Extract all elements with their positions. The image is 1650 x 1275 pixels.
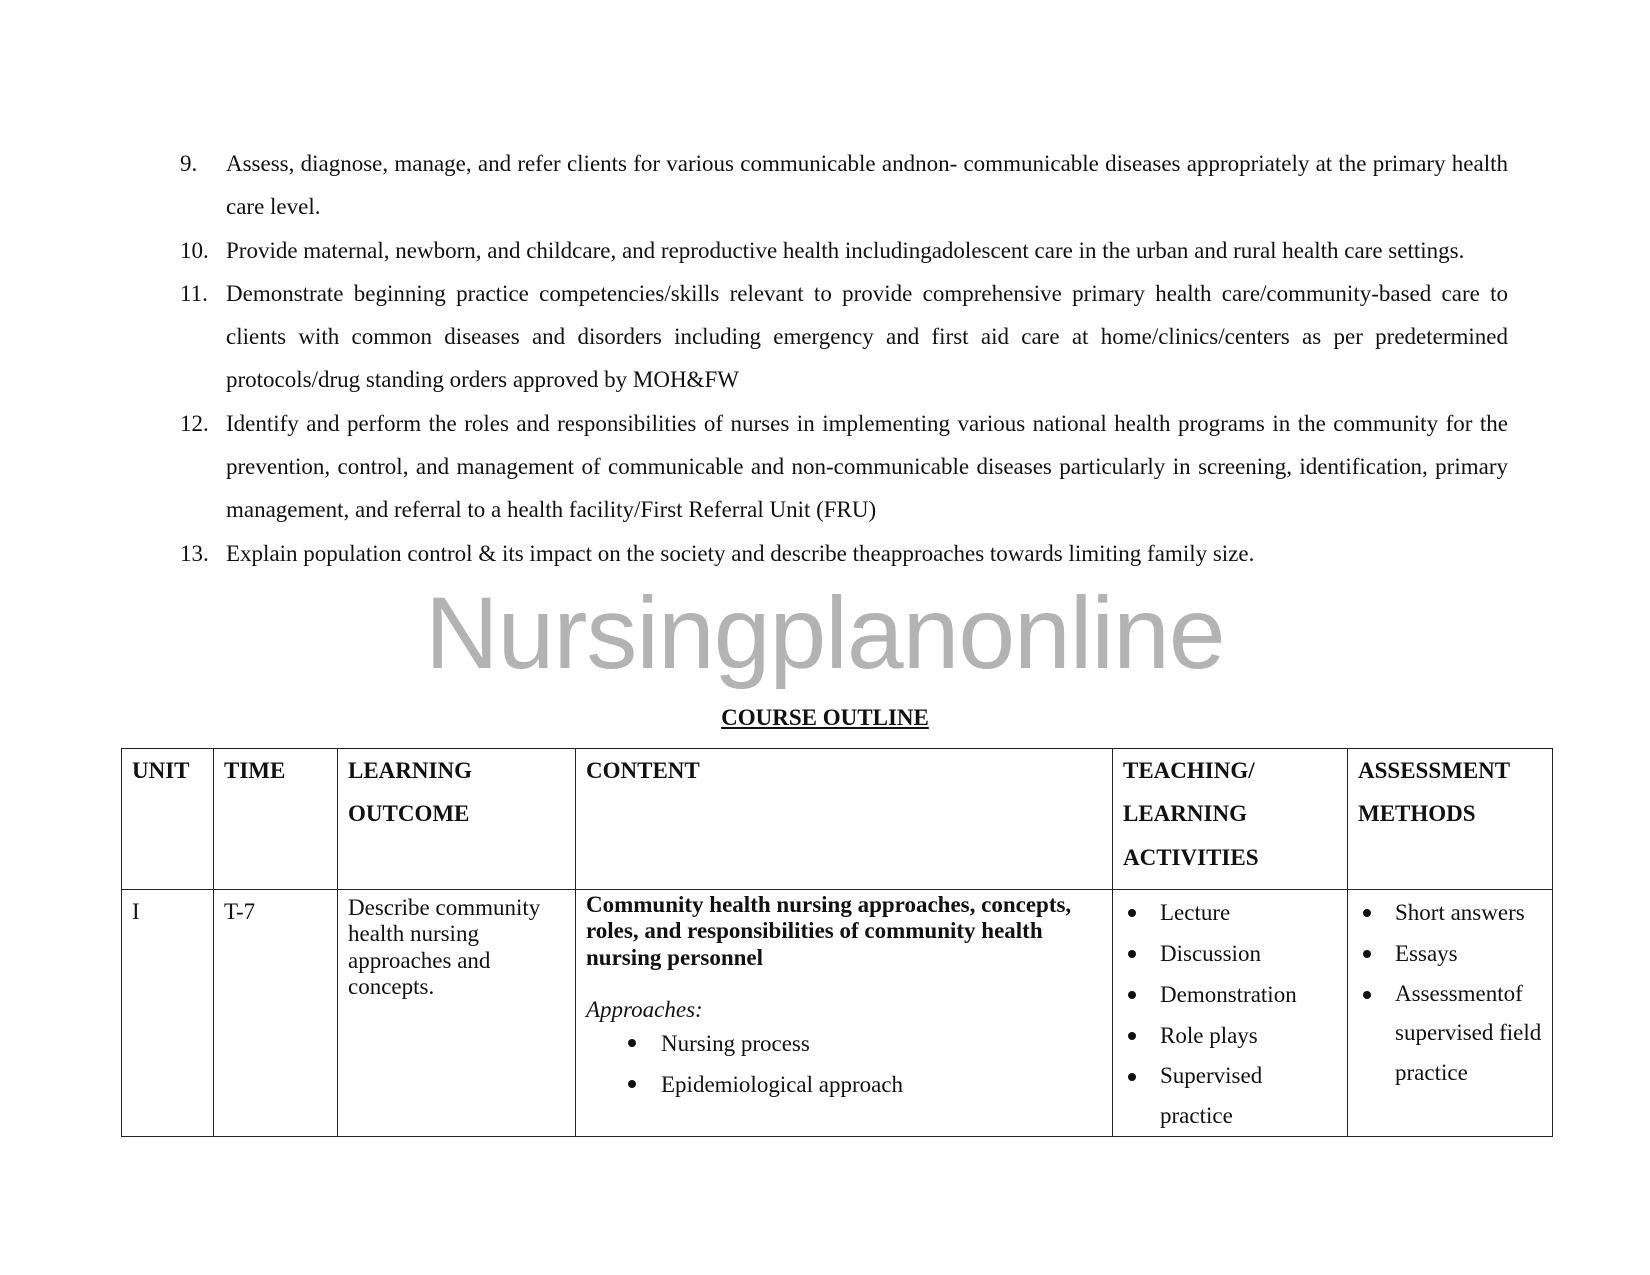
content-list [624, 1023, 1102, 1105]
objective-number: 12. [180, 410, 209, 436]
header-unit: UNIT [122, 749, 214, 890]
objective-number: 11. [180, 280, 208, 306]
objective-text: Identify and perform the roles and responsibilities of nurses in implementing various national health programs in the community for the prevention, control, and management of communicable and non-communicable diseases particularly in screening, identification, primary management, and referral to a health facility/First Referral Unit (FRU) [226, 410, 1508, 523]
list-item: Discussion [1123, 933, 1337, 974]
objective-item [180, 272, 1508, 402]
teaching-learning-list [1123, 892, 1337, 1136]
list-item: Nursing process [624, 1023, 1102, 1064]
objective-number: 13. [180, 540, 209, 566]
watermark: Nursingplanonline [425, 576, 1225, 690]
objective-text: Provide maternal, newborn, and childcare, and reproductive health includingadolescent care in the urban and rural health care settings. [226, 237, 1465, 263]
header-time: TIME [214, 749, 338, 890]
objective-text: Demonstrate beginning practice competencies/skills relevant to provide comprehensive primary health care/community-based care to clients with common diseases and disorders including emergency and first aid care at home/clinics/centers as per predetermined protocols/drug standing orders approved by MOH&FW [226, 280, 1508, 393]
list-item: Lecture [1123, 892, 1337, 933]
objective-item [180, 532, 1508, 575]
cell-learning-outcome [338, 889, 576, 1136]
objective-number: 9. [180, 151, 198, 176]
list-item: Role plays [1123, 1015, 1337, 1056]
objective-item [180, 229, 1508, 272]
table-row [122, 889, 1553, 1136]
content-title: Community health nursing approaches, concepts, roles, and responsibilities of community health nursing personnel [586, 891, 1072, 970]
table-header-row [122, 749, 1553, 890]
list-item: Epidemiological approach [624, 1064, 1102, 1105]
content-subtitle: Approaches: [586, 997, 703, 1023]
cell-unit: I [122, 889, 214, 1136]
cell-content [576, 889, 1113, 1136]
objective-text: Explain population control & its impact on the society and describe theapproaches towards limiting family size. [226, 540, 1255, 566]
objective-text: Assess, diagnose, manage, and refer clients for various communicable andnon- communicable diseases appropriately at the primary health care level. [226, 151, 1508, 220]
header-teaching-learning: TEACHING/ LEARNING ACTIVITIES [1113, 749, 1348, 890]
learning-outcome-text: Describe community health nursing approaches and concepts. [348, 894, 541, 1000]
list-item: Assessmentof supervised field practice [1358, 974, 1542, 1093]
header-assessment: ASSESSMENT METHODS [1348, 749, 1553, 890]
header-content: CONTENT [576, 749, 1113, 890]
assessment-list [1358, 892, 1542, 1093]
course-outline-title: COURSE OUTLINE [721, 705, 929, 730]
list-item: Essays [1358, 933, 1542, 974]
objective-number: 10. [180, 237, 209, 263]
objectives-list [180, 142, 1508, 575]
header-learning-outcome: LEARNING OUTCOME [338, 749, 576, 890]
objective-item [180, 142, 1508, 229]
list-item: Supervised practice [1123, 1056, 1337, 1136]
cell-time: T-7 [214, 889, 338, 1136]
cell-assessment [1348, 889, 1553, 1136]
cell-teaching-learning [1113, 889, 1348, 1136]
course-outline-table [121, 748, 1553, 1137]
list-item: Demonstration [1123, 974, 1337, 1015]
objective-item [180, 402, 1508, 532]
list-item: Short answers [1358, 892, 1542, 933]
